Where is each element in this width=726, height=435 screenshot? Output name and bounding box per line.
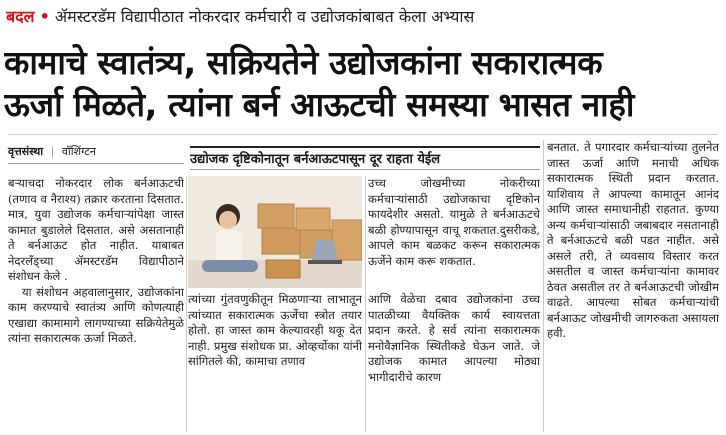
column-4 <box>547 140 719 432</box>
column-1 <box>8 176 184 432</box>
column-divider-1 <box>186 176 187 432</box>
column-3-bottom-paragraph: आणि वेळेचा दबाव उद्योजकांना उच्च पातळीच्या वैयक्तिक कार्य स्वायत्तता प्रदान करते. हे सर्व त्यांना सकारात्मक मनोवैज्ञानिक स्थितीकडे घेऊन जाते. जे उद्योजक कामात आपल्या मोठ्या भागीदारीचे कारण <box>368 292 540 384</box>
kicker-text: ॲमस्टरडॅम विद्यापीठात नोकरदार कर्मचारी व उद्योजकांबाबत केला अभ्यास <box>54 7 475 26</box>
header-rule <box>8 134 718 135</box>
photo-illustration <box>188 176 362 288</box>
subhead: उद्योजक दृष्टिकोनातून बर्नआऊटपासून दूर राहता येईल <box>190 146 540 170</box>
byline-separator: | <box>50 145 55 158</box>
column-3-top-paragraph: उच्च जोखमीच्या नोकरीच्या कर्मचाऱ्यांसाठी उद्योजकाचा दृष्टिकोन फायदेशीर असतो. यामुळे ते बर्नआऊटचे बळी होण्यापासून वाचू शकतात.दुसरीकडे, आपले काम बळकट करून सकारात्मक ऊर्जेने काम करू शकतात. <box>368 176 540 268</box>
byline-source: वृत्तसंस्था <box>8 145 44 158</box>
column-2 <box>188 292 362 432</box>
column-3-bottom <box>368 292 540 432</box>
headline <box>4 42 722 126</box>
byline-location: वॉशिंग्टन <box>61 145 96 158</box>
column-2-paragraph: त्यांच्या गुंतवणुकीतून मिळणाऱ्या लाभातून त्यांच्यात सकारात्मक ऊर्जेचा स्त्रोत तयार होतो. हा जास्त काम केल्यावरही थकू देत नाही. प्रमुख संशोधक प्रा. ओव्हर्चोका यांनी सांगितले की, कामाचा तणाव <box>188 292 362 368</box>
woman-with-parcels-and-laptop-photo <box>188 176 362 288</box>
byline <box>8 140 184 164</box>
column-4-paragraph: बनतात. ते पगारदार कर्मचाऱ्यांच्या तुलनेत जास्त ऊर्जा आणि मनाची अधिक सकारात्मक स्थिती प्रदान करतात. याशिवाय ते आपल्या कामातून आनंद आणि जास्त समाधानीही राहतात. कुण्या अन्य कर्मचाऱ्यांसाठी जबाबदार नसतानाही ते बर्नआऊटचे बळी पडत नाहीत. असे असले तरी, ते व्यवसाय विस्तार करत असतील व जास्त कर्मचाऱ्यांना कामावर ठेवत असतील तर ते बर्नआऊटची जोखीम वाढते. आपल्या सोबत कर्मचाऱ्यांची बर्नआऊट जोखमीची जागरुकता असायला हवी. <box>547 140 719 340</box>
kicker-tag: बदल <box>6 7 35 26</box>
headline-line-1: कामाचे स्वातंत्र्य, सक्रियतेने उद्योजकांना सकारात्मक <box>4 43 603 82</box>
column-divider-2 <box>365 176 366 432</box>
column-1-paragraph-2: या संशोधन अहवालानुसार, उद्योजकांना काम करण्याचे स्वातंत्र्य आणि कोणत्याही एखाद्या कामामागे लागण्याच्या सक्रियेतेमुळे त्यांना सकारात्मक ऊर्जा मिळते. <box>8 284 184 345</box>
kicker-line <box>6 3 722 31</box>
headline-line-2: ऊर्जा मिळते, त्यांना बर्न आऊटची समस्या भासत नाही <box>4 85 635 124</box>
column-3-top <box>368 176 540 288</box>
kicker-bullet: • <box>39 7 50 26</box>
column-1-paragraph-1: बऱ्याचदा नोकरदार लोक बर्नआऊटची (तणाव व नैराश्य) तक्रार करताना दिसतात. मात्र, युवा उद्योजक कर्मचाऱ्यांपेक्षा जास्त कामात बुडालेले दिसतात. असे असतानाही ते बर्नआऊट होत नाहीत. याबाबत नेदरलँड्च्या ॲमस्टरडॅम विद्यापीठाने संशोधन केले . <box>8 176 184 283</box>
column-divider-3 <box>543 140 544 432</box>
